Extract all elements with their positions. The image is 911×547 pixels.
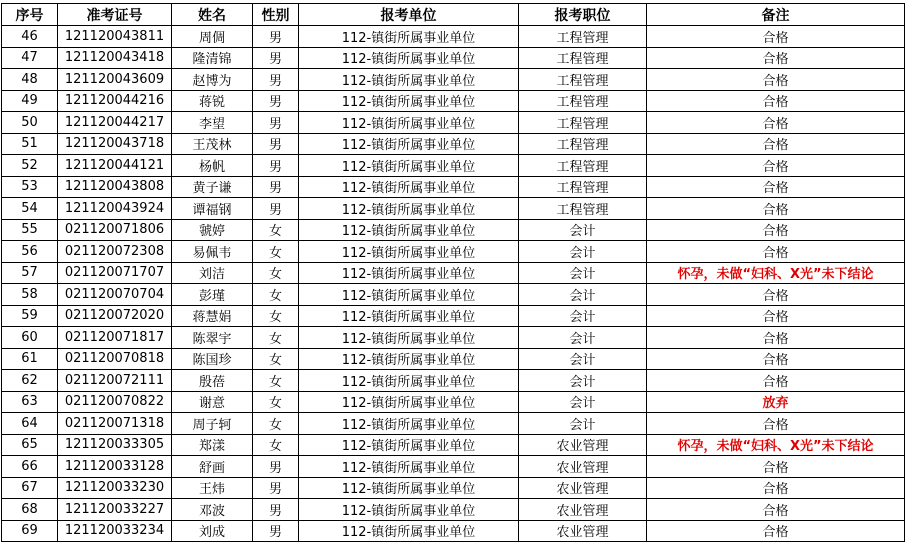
table-row [2, 284, 905, 306]
table-body [2, 26, 905, 542]
cell-sex: 男 [253, 176, 299, 198]
cell-exam-id: 121120033234 [58, 520, 172, 542]
table-row [2, 69, 905, 91]
cell-note: 合格 [647, 477, 905, 499]
table-row [2, 219, 905, 241]
cell-post: 工程管理 [519, 198, 647, 220]
cell-unit: 112-镇街所属事业单位 [299, 477, 519, 499]
cell-seq: 48 [2, 69, 58, 91]
cell-name: 彭瑾 [172, 284, 253, 306]
cell-sex: 女 [253, 305, 299, 327]
cell-sex: 男 [253, 155, 299, 177]
cell-unit: 112-镇街所属事业单位 [299, 434, 519, 456]
table-row [2, 413, 905, 435]
cell-unit: 112-镇街所属事业单位 [299, 348, 519, 370]
cell-post: 工程管理 [519, 112, 647, 134]
cell-seq: 57 [2, 262, 58, 284]
cell-post: 工程管理 [519, 69, 647, 91]
cell-seq: 61 [2, 348, 58, 370]
cell-exam-id: 021120070818 [58, 348, 172, 370]
cell-name: 王茂林 [172, 133, 253, 155]
cell-note: 合格 [647, 69, 905, 91]
table-row [2, 305, 905, 327]
cell-note: 怀孕，未做“妇科、X光”未下结论 [647, 262, 905, 284]
cell-seq: 63 [2, 391, 58, 413]
table-row [2, 90, 905, 112]
cell-note: 合格 [647, 47, 905, 69]
table-row [2, 477, 905, 499]
cell-seq: 64 [2, 413, 58, 435]
cell-unit: 112-镇街所属事业单位 [299, 176, 519, 198]
cell-sex: 男 [253, 133, 299, 155]
cell-exam-id: 121120043811 [58, 26, 172, 48]
cell-unit: 112-镇街所属事业单位 [299, 305, 519, 327]
cell-exam-id: 121120044121 [58, 155, 172, 177]
cell-name: 易佩韦 [172, 241, 253, 263]
cell-post: 会计 [519, 348, 647, 370]
cell-exam-id: 121120033128 [58, 456, 172, 478]
cell-name: 刘成 [172, 520, 253, 542]
cell-exam-id: 121120033230 [58, 477, 172, 499]
cell-exam-id: 021120070704 [58, 284, 172, 306]
header-seq: 序号 [2, 4, 58, 26]
cell-seq: 69 [2, 520, 58, 542]
cell-name: 郑漾 [172, 434, 253, 456]
cell-sex: 男 [253, 90, 299, 112]
cell-post: 工程管理 [519, 133, 647, 155]
cell-unit: 112-镇街所属事业单位 [299, 198, 519, 220]
cell-name: 谢意 [172, 391, 253, 413]
cell-post: 工程管理 [519, 26, 647, 48]
cell-seq: 58 [2, 284, 58, 306]
cell-seq: 51 [2, 133, 58, 155]
cell-post: 会计 [519, 370, 647, 392]
table-row [2, 391, 905, 413]
header-post: 报考职位 [519, 4, 647, 26]
cell-exam-id: 021120072020 [58, 305, 172, 327]
cell-note: 合格 [647, 176, 905, 198]
table-row [2, 47, 905, 69]
cell-post: 工程管理 [519, 90, 647, 112]
cell-seq: 46 [2, 26, 58, 48]
cell-name: 刘洁 [172, 262, 253, 284]
cell-exam-id: 021120071806 [58, 219, 172, 241]
results-table [1, 3, 905, 542]
cell-note: 合格 [647, 327, 905, 349]
cell-exam-id: 121120043418 [58, 47, 172, 69]
table-row [2, 155, 905, 177]
header-sex: 性别 [253, 4, 299, 26]
cell-exam-id: 121120043609 [58, 69, 172, 91]
header-note: 备注 [647, 4, 905, 26]
cell-unit: 112-镇街所属事业单位 [299, 219, 519, 241]
cell-post: 会计 [519, 219, 647, 241]
cell-exam-id: 121120043718 [58, 133, 172, 155]
table-row [2, 327, 905, 349]
cell-sex: 女 [253, 391, 299, 413]
cell-exam-id: 121120044217 [58, 112, 172, 134]
cell-unit: 112-镇街所属事业单位 [299, 90, 519, 112]
cell-note: 合格 [647, 133, 905, 155]
cell-note: 合格 [647, 413, 905, 435]
cell-post: 工程管理 [519, 47, 647, 69]
cell-name: 蒋锐 [172, 90, 253, 112]
cell-exam-id: 021120071707 [58, 262, 172, 284]
cell-sex: 男 [253, 69, 299, 91]
table-row [2, 176, 905, 198]
table-row [2, 520, 905, 542]
cell-note: 合格 [647, 26, 905, 48]
cell-note: 合格 [647, 499, 905, 521]
cell-seq: 62 [2, 370, 58, 392]
cell-exam-id: 021120070822 [58, 391, 172, 413]
cell-unit: 112-镇街所属事业单位 [299, 413, 519, 435]
cell-unit: 112-镇街所属事业单位 [299, 155, 519, 177]
cell-seq: 55 [2, 219, 58, 241]
cell-sex: 女 [253, 370, 299, 392]
cell-name: 舒画 [172, 456, 253, 478]
cell-unit: 112-镇街所属事业单位 [299, 47, 519, 69]
cell-post: 工程管理 [519, 155, 647, 177]
table-row [2, 133, 905, 155]
cell-post: 农业管理 [519, 499, 647, 521]
cell-unit: 112-镇街所属事业单位 [299, 499, 519, 521]
cell-seq: 47 [2, 47, 58, 69]
cell-exam-id: 121120043924 [58, 198, 172, 220]
cell-name: 杨帆 [172, 155, 253, 177]
cell-post: 会计 [519, 241, 647, 263]
cell-name: 黄子谦 [172, 176, 253, 198]
cell-exam-id: 121120033227 [58, 499, 172, 521]
cell-seq: 65 [2, 434, 58, 456]
cell-sex: 男 [253, 520, 299, 542]
cell-note: 合格 [647, 112, 905, 134]
cell-post: 会计 [519, 413, 647, 435]
cell-name: 赵博为 [172, 69, 253, 91]
cell-note: 合格 [647, 305, 905, 327]
cell-exam-id: 121120043808 [58, 176, 172, 198]
cell-post: 会计 [519, 391, 647, 413]
table-row [2, 262, 905, 284]
cell-note: 合格 [647, 198, 905, 220]
cell-post: 农业管理 [519, 456, 647, 478]
cell-post: 农业管理 [519, 434, 647, 456]
cell-seq: 53 [2, 176, 58, 198]
cell-unit: 112-镇街所属事业单位 [299, 520, 519, 542]
table-row [2, 241, 905, 263]
cell-post: 会计 [519, 305, 647, 327]
table-row [2, 499, 905, 521]
cell-sex: 男 [253, 198, 299, 220]
cell-seq: 67 [2, 477, 58, 499]
cell-exam-id: 021120072308 [58, 241, 172, 263]
cell-exam-id: 121120033305 [58, 434, 172, 456]
cell-note: 怀孕，未做“妇科、X光”未下结论 [647, 434, 905, 456]
cell-name: 王炜 [172, 477, 253, 499]
cell-seq: 54 [2, 198, 58, 220]
cell-seq: 50 [2, 112, 58, 134]
cell-unit: 112-镇街所属事业单位 [299, 391, 519, 413]
table-row [2, 26, 905, 48]
cell-name: 陈国珍 [172, 348, 253, 370]
cell-post: 会计 [519, 262, 647, 284]
cell-sex: 男 [253, 477, 299, 499]
cell-note: 合格 [647, 370, 905, 392]
cell-sex: 男 [253, 499, 299, 521]
cell-name: 虢婷 [172, 219, 253, 241]
table-row [2, 112, 905, 134]
cell-note: 放弃 [647, 391, 905, 413]
cell-unit: 112-镇街所属事业单位 [299, 133, 519, 155]
cell-seq: 49 [2, 90, 58, 112]
cell-note: 合格 [647, 520, 905, 542]
cell-note: 合格 [647, 348, 905, 370]
cell-post: 工程管理 [519, 176, 647, 198]
cell-unit: 112-镇街所属事业单位 [299, 241, 519, 263]
cell-name: 蒋慧娟 [172, 305, 253, 327]
cell-unit: 112-镇街所属事业单位 [299, 327, 519, 349]
cell-sex: 女 [253, 262, 299, 284]
cell-note: 合格 [647, 219, 905, 241]
cell-sex: 女 [253, 327, 299, 349]
cell-seq: 52 [2, 155, 58, 177]
header-row [2, 4, 905, 26]
cell-name: 殷蓓 [172, 370, 253, 392]
cell-unit: 112-镇街所属事业单位 [299, 262, 519, 284]
cell-name: 周子轲 [172, 413, 253, 435]
cell-exam-id: 021120072111 [58, 370, 172, 392]
cell-unit: 112-镇街所属事业单位 [299, 26, 519, 48]
cell-sex: 女 [253, 434, 299, 456]
cell-note: 合格 [647, 155, 905, 177]
cell-sex: 女 [253, 348, 299, 370]
cell-unit: 112-镇街所属事业单位 [299, 370, 519, 392]
cell-note: 合格 [647, 241, 905, 263]
cell-name: 周倜 [172, 26, 253, 48]
cell-post: 农业管理 [519, 477, 647, 499]
cell-name: 隆清锦 [172, 47, 253, 69]
cell-note: 合格 [647, 284, 905, 306]
cell-name: 陈翠宇 [172, 327, 253, 349]
cell-name: 李望 [172, 112, 253, 134]
table-row [2, 456, 905, 478]
cell-exam-id: 121120044216 [58, 90, 172, 112]
header-unit: 报考单位 [299, 4, 519, 26]
cell-post: 农业管理 [519, 520, 647, 542]
cell-seq: 60 [2, 327, 58, 349]
cell-sex: 男 [253, 456, 299, 478]
cell-seq: 59 [2, 305, 58, 327]
cell-name: 谭福钢 [172, 198, 253, 220]
table-row [2, 370, 905, 392]
cell-note: 合格 [647, 90, 905, 112]
cell-note: 合格 [647, 456, 905, 478]
table-row [2, 198, 905, 220]
cell-post: 会计 [519, 284, 647, 306]
cell-seq: 68 [2, 499, 58, 521]
cell-sex: 女 [253, 284, 299, 306]
table-row [2, 434, 905, 456]
cell-seq: 56 [2, 241, 58, 263]
cell-unit: 112-镇街所属事业单位 [299, 456, 519, 478]
cell-sex: 男 [253, 47, 299, 69]
cell-sex: 女 [253, 413, 299, 435]
cell-sex: 男 [253, 26, 299, 48]
cell-sex: 女 [253, 241, 299, 263]
cell-seq: 66 [2, 456, 58, 478]
cell-sex: 女 [253, 219, 299, 241]
cell-name: 邓波 [172, 499, 253, 521]
cell-sex: 男 [253, 112, 299, 134]
cell-unit: 112-镇街所属事业单位 [299, 112, 519, 134]
cell-exam-id: 021120071318 [58, 413, 172, 435]
cell-exam-id: 021120071817 [58, 327, 172, 349]
table-row [2, 348, 905, 370]
header-exam-id: 准考证号 [58, 4, 172, 26]
cell-unit: 112-镇街所属事业单位 [299, 284, 519, 306]
cell-unit: 112-镇街所属事业单位 [299, 69, 519, 91]
cell-post: 会计 [519, 327, 647, 349]
header-name: 姓名 [172, 4, 253, 26]
